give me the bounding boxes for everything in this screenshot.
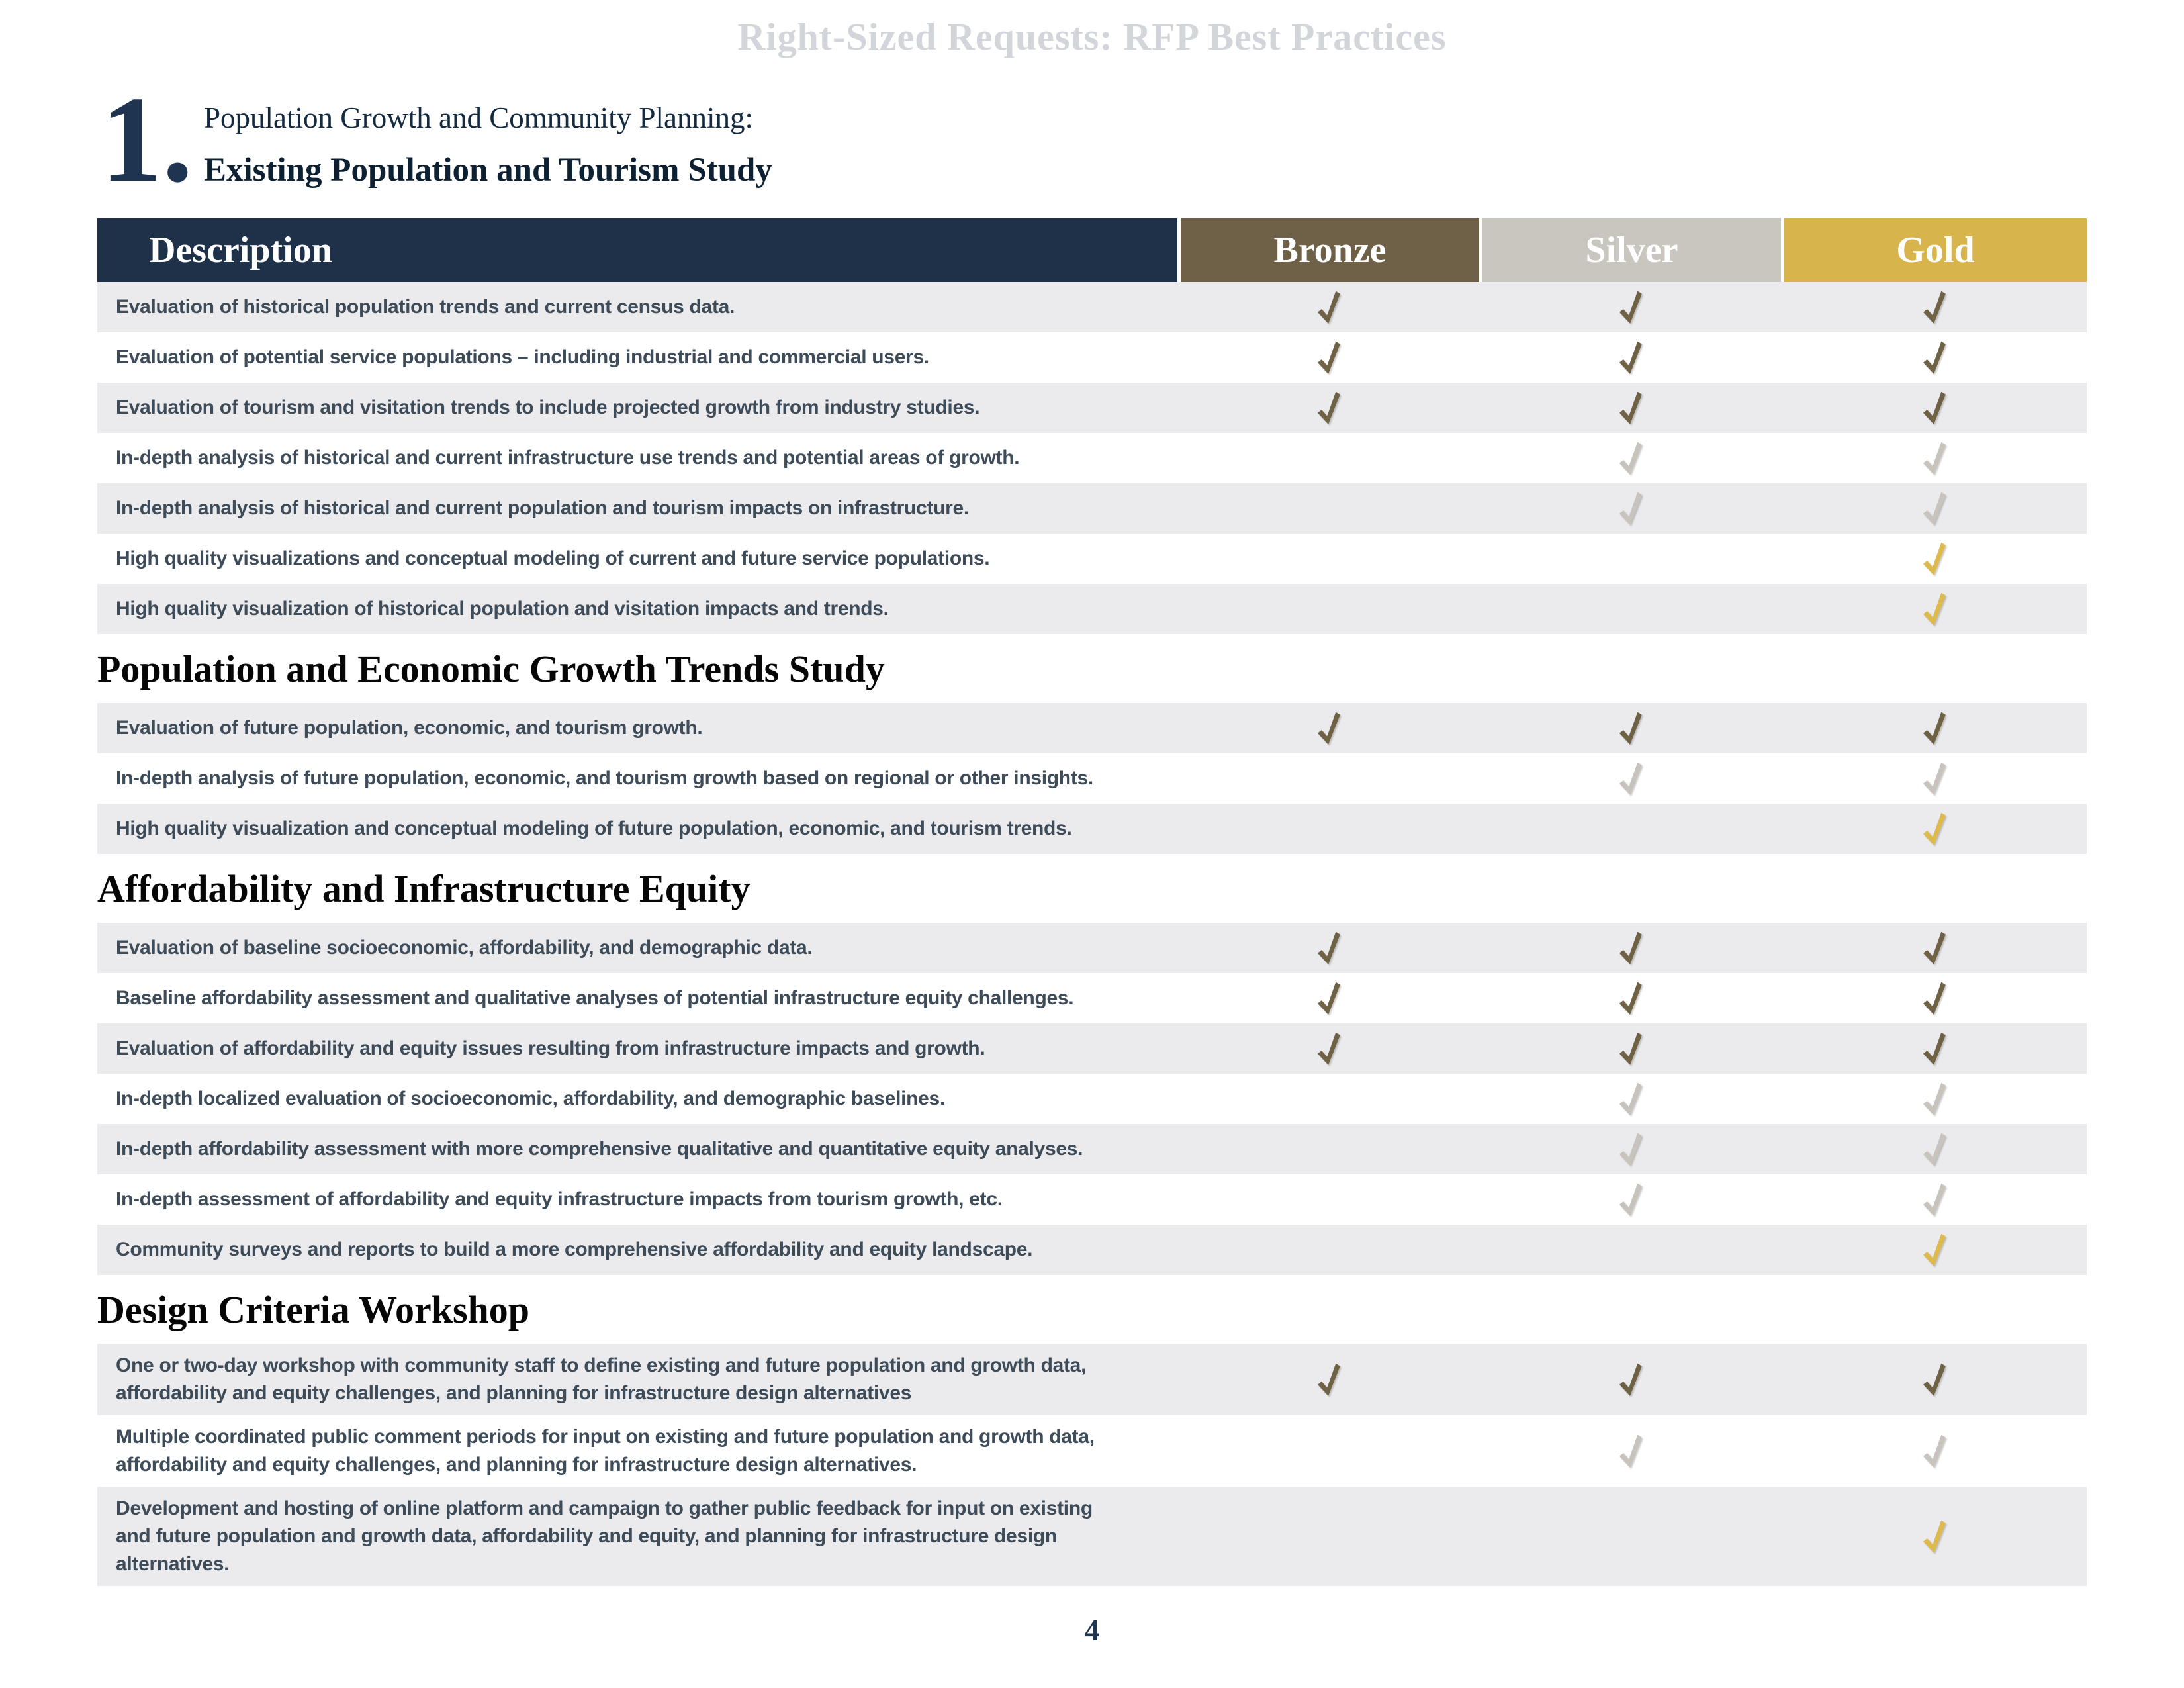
check-icon-bronze [1316,712,1340,745]
bronze-cell [1177,332,1479,383]
bronze-cell [1177,1074,1479,1124]
row-description: Evaluation of affordability and equity issues resulting from infrastructure impacts and growth. [116,1037,985,1059]
bronze-cell [1177,1487,1479,1586]
silver-cell [1479,584,1781,634]
section-eyebrow: Population Growth and Community Planning: [204,101,753,134]
bronze-cell [1177,433,1479,483]
silver-cell [1479,703,1781,753]
check-icon-bronze [1922,712,1946,745]
gold-cell [1781,483,2087,534]
table-row [97,1344,2087,1415]
check-icon-bronze [1922,291,1946,324]
section-number: 1. [101,71,193,208]
check-icon-bronze [1618,982,1642,1015]
row-description: One or two-day workshop with community staff to define existing and future population and growth data, affordability and equity challenges, and planning for infrastructure design alternatives [116,1354,1087,1404]
gold-cell [1781,1344,2087,1415]
table-row [97,753,2087,804]
bronze-cell [1177,923,1479,973]
bronze-cell [1177,753,1479,804]
check-icon-silver [1618,1133,1642,1166]
silver-cell [1479,1023,1781,1074]
check-icon-bronze [1316,341,1340,374]
table-header-row [97,218,2087,282]
silver-cell [1479,1225,1781,1275]
row-description: Evaluation of potential service populations – including industrial and commercial users. [116,346,929,368]
bronze-cell [1177,584,1479,634]
check-icon-silver [1922,1183,1946,1216]
gold-cell [1781,433,2087,483]
silver-cell [1479,534,1781,584]
row-description: Evaluation of tourism and visitation trends to include projected growth from industry studies. [116,397,980,418]
table-row [97,1174,2087,1225]
page-number: 4 [1084,1613,1100,1647]
section-heading: Design Criteria Workshop [97,1275,2087,1344]
check-icon-silver [1922,762,1946,795]
gold-cell [1781,1124,2087,1174]
table-body [97,282,2087,1586]
check-icon-silver [1618,1434,1642,1468]
table-row [97,804,2087,854]
row-description: High quality visualization and conceptual modeling of future population, economic, and tourism trends. [116,818,1072,839]
bronze-cell [1177,483,1479,534]
table-row [97,923,2087,973]
check-icon-silver [1922,492,1946,525]
row-description: High quality visualization of historical population and visitation impacts and trends. [116,598,889,620]
section-heading: Population and Economic Growth Trends Study [97,634,2087,703]
bronze-cell [1177,1344,1479,1415]
check-icon-bronze [1618,931,1642,964]
gold-cell [1781,1074,2087,1124]
check-icon-bronze [1618,391,1642,424]
gold-cell [1781,534,2087,584]
table-row [97,433,2087,483]
gold-cell [1781,973,2087,1023]
gold-cell [1781,332,2087,383]
table-row [97,1074,2087,1124]
page-subtitle: Existing Population and Tourism Study [204,152,772,189]
check-icon-bronze [1316,1032,1340,1065]
silver-cell [1479,804,1781,854]
row-description: Development and hosting of online platform and campaign to gather public feedback for input on existing and future population and growth data, affordability and equity, and planning for infrastructure design alternatives. [116,1497,1093,1575]
silver-cell [1479,282,1781,332]
row-description: In-depth analysis of historical and current infrastructure use trends and potential areas of growth. [116,447,1020,469]
bronze-cell [1177,973,1479,1023]
bronze-cell [1177,1124,1479,1174]
silver-cell [1479,1344,1781,1415]
table-row [97,703,2087,753]
check-icon-bronze [1618,1363,1642,1396]
table-row [97,332,2087,383]
silver-cell [1479,433,1781,483]
check-icon-bronze [1922,931,1946,964]
bronze-cell [1177,703,1479,753]
column-header-bronze: Bronze [1177,218,1479,282]
table-row [97,1225,2087,1275]
check-icon-silver [1922,442,1946,475]
check-icon-gold [1922,542,1946,575]
gold-cell [1781,923,2087,973]
check-icon-bronze [1618,1032,1642,1065]
table-row [97,1487,2087,1586]
check-icon-bronze [1316,1363,1340,1396]
check-icon-silver [1922,1082,1946,1115]
check-icon-gold [1922,1233,1946,1266]
check-icon-bronze [1618,291,1642,324]
row-description: Community surveys and reports to build a more comprehensive affordability and equity landscape. [116,1239,1033,1260]
check-icon-silver [1618,1183,1642,1216]
bronze-cell [1177,1023,1479,1074]
silver-cell [1479,1124,1781,1174]
row-description: High quality visualizations and conceptual modeling of current and future service populations. [116,547,990,569]
row-description: In-depth assessment of affordability and equity infrastructure impacts from tourism growth, etc. [116,1188,1003,1210]
silver-cell [1479,483,1781,534]
bronze-cell [1177,282,1479,332]
silver-cell [1479,332,1781,383]
check-icon-bronze [1618,341,1642,374]
bronze-cell [1177,1225,1479,1275]
check-icon-silver [1618,1082,1642,1115]
check-icon-bronze [1922,1032,1946,1065]
row-description: Baseline affordability assessment and qualitative analyses of potential infrastructure equity challenges. [116,987,1074,1009]
check-icon-silver [1618,442,1642,475]
gold-cell [1781,1487,2087,1586]
bronze-cell [1177,534,1479,584]
check-icon-bronze [1618,712,1642,745]
bronze-cell [1177,383,1479,433]
silver-cell [1479,973,1781,1023]
column-header-gold: Gold [1781,218,2087,282]
check-icon-bronze [1922,1363,1946,1396]
row-description: In-depth localized evaluation of socioeconomic, affordability, and demographic baselines. [116,1088,945,1109]
silver-cell [1479,1415,1781,1487]
check-icon-gold [1922,592,1946,626]
row-description: In-depth analysis of historical and current population and tourism impacts on infrastructure. [116,497,969,519]
check-icon-silver [1922,1434,1946,1468]
table-row [97,973,2087,1023]
gold-cell [1781,703,2087,753]
bronze-cell [1177,1174,1479,1225]
silver-cell [1479,383,1781,433]
table-row [97,383,2087,433]
gold-cell [1781,804,2087,854]
silver-cell [1479,923,1781,973]
gold-cell [1781,753,2087,804]
check-icon-silver [1618,762,1642,795]
row-description: Evaluation of baseline socioeconomic, affordability, and demographic data. [116,937,813,959]
bronze-cell [1177,1415,1479,1487]
silver-cell [1479,753,1781,804]
gold-cell [1781,1174,2087,1225]
check-icon-bronze [1316,291,1340,324]
silver-cell [1479,1074,1781,1124]
table-row [97,483,2087,534]
table-row [97,1023,2087,1074]
check-icon-gold [1922,1520,1946,1553]
check-icon-bronze [1922,391,1946,424]
table-row [97,534,2087,584]
table-row [97,282,2087,332]
column-header-description: Description [97,218,1177,282]
table-row [97,1415,2087,1487]
table-row [97,584,2087,634]
gold-cell [1781,282,2087,332]
row-description: Multiple coordinated public comment periods for input on existing and future population and growth data, affordability and equity challenges, and planning for infrastructure design alternatives. [116,1426,1095,1476]
row-description: In-depth analysis of future population, economic, and tourism growth based on regional or other insights. [116,767,1093,789]
check-icon-bronze [1922,341,1946,374]
gold-cell [1781,584,2087,634]
table-row [97,1124,2087,1174]
gold-cell [1781,1225,2087,1275]
gold-cell [1781,1415,2087,1487]
column-header-silver: Silver [1479,218,1781,282]
check-icon-bronze [1316,391,1340,424]
check-icon-bronze [1316,982,1340,1015]
check-icon-gold [1922,812,1946,845]
tier-comparison-table [97,218,2087,1586]
silver-cell [1479,1487,1781,1586]
check-icon-silver [1922,1133,1946,1166]
row-description: Evaluation of future population, economic, and tourism growth. [116,717,703,739]
row-description: Evaluation of historical population trends and current census data. [116,296,735,318]
gold-cell [1781,1023,2087,1074]
bronze-cell [1177,804,1479,854]
check-icon-silver [1618,492,1642,525]
silver-cell [1479,1174,1781,1225]
document-title: Right-Sized Requests: RFP Best Practices [737,15,1447,58]
check-icon-bronze [1922,982,1946,1015]
row-description: In-depth affordability assessment with more comprehensive qualitative and quantitative equity analyses. [116,1138,1083,1160]
check-icon-bronze [1316,931,1340,964]
section-heading: Affordability and Infrastructure Equity [97,854,2087,923]
gold-cell [1781,383,2087,433]
